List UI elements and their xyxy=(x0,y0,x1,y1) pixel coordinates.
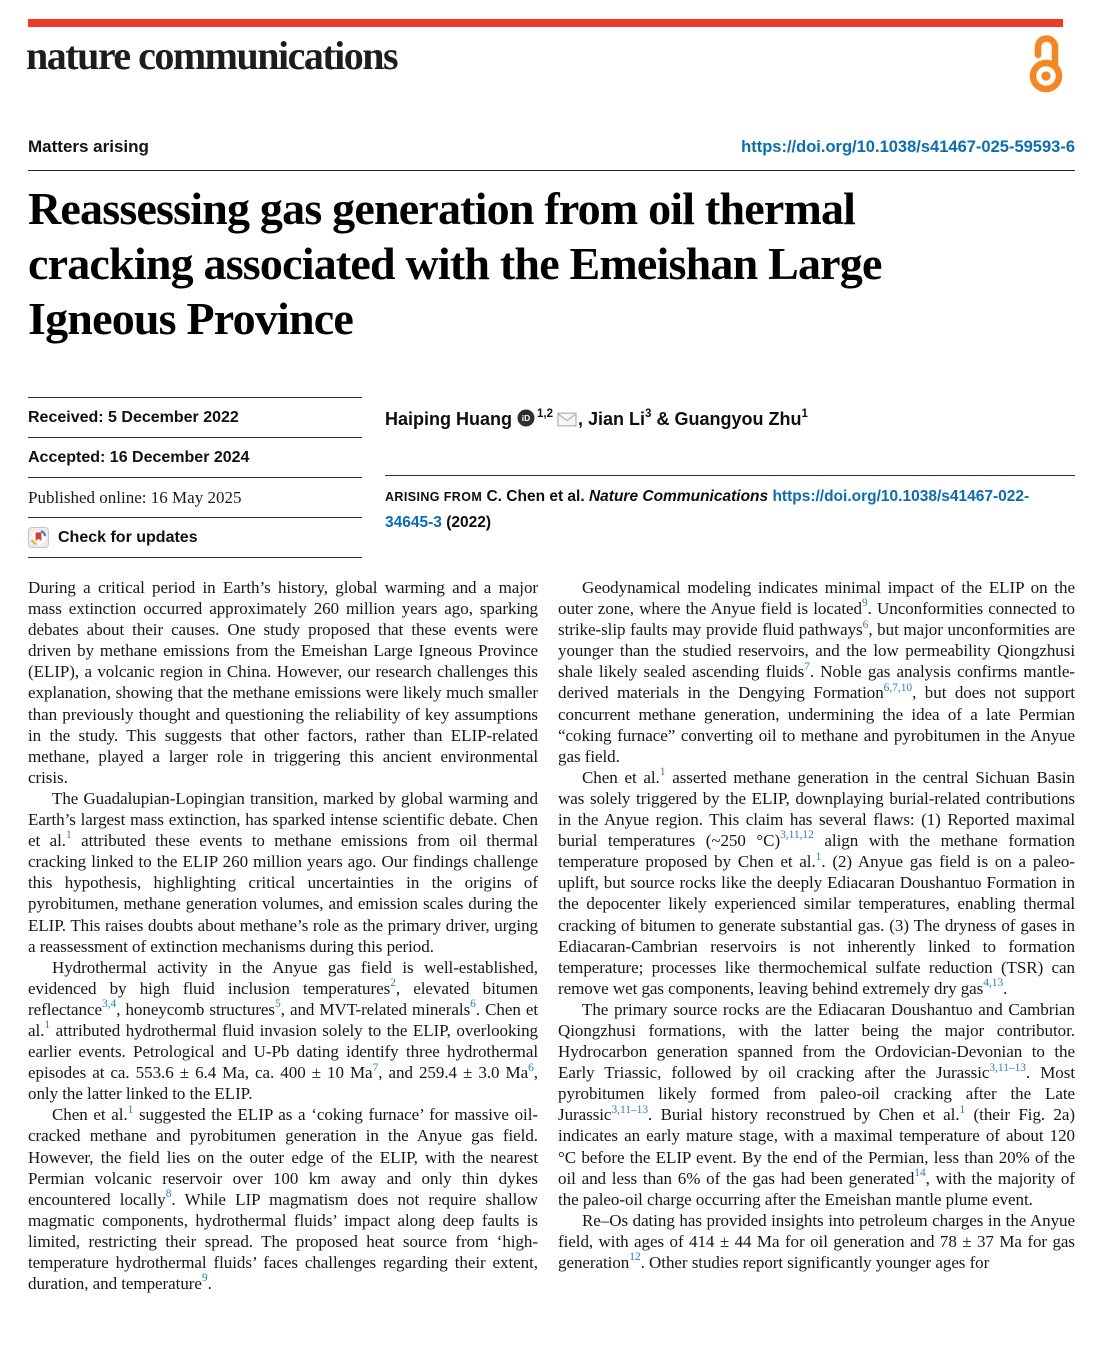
crossmark-icon xyxy=(28,527,49,548)
arising-doi-link[interactable]: https://doi.org/10.1038/s41467-022-34645-3 xyxy=(385,488,1030,531)
accepted-date-text: Accepted: 16 December 2024 xyxy=(28,448,250,466)
article-category: Matters arising xyxy=(28,137,149,156)
citation-reference[interactable]: 2 xyxy=(390,977,396,990)
title-line: cracking associated with the Emeishan Large xyxy=(28,238,882,289)
citation-reference[interactable]: 6 xyxy=(528,1061,534,1074)
orcid-icon[interactable] xyxy=(517,409,535,427)
author-affiliation: 3 xyxy=(645,408,652,420)
author-name: Jian Li xyxy=(588,409,646,429)
authors-block xyxy=(385,397,1075,536)
accepted-date xyxy=(28,437,362,477)
title-line: Igneous Province xyxy=(28,293,353,344)
svg-text:iD: iD xyxy=(521,413,531,423)
body-paragraph: Geodynamical modeling indicates minimal impact of the ELIP on the outer zone, where the Anyue field is located$^9$. Unconformities connected to strike-slip faults may provide fluid pathways$^6$, but major unconformities are younger than the studied reservoirs, and the low permeability Qiongzhusi shale likely sealed ascending fluids$^7$. Noble gas analysis confirms mantle-derived materials in the Dengying Formation$^{6,7,10}$, but does not support concurrent methane generation, undermining the idea of a late Permian “coking furnace” converting oil to methane and pyrobitumen in the Anyue gas field. xyxy=(558,578,1075,766)
published-date xyxy=(28,477,362,517)
category-row xyxy=(28,137,1075,157)
citation-reference[interactable]: 1 xyxy=(659,766,666,779)
body-column-right xyxy=(558,577,1075,1294)
citation-reference[interactable]: 5 xyxy=(275,998,281,1011)
article-body xyxy=(28,577,1075,1294)
article-history xyxy=(28,397,362,558)
author-separator: , xyxy=(578,409,589,429)
open-access-icon xyxy=(1028,32,1064,96)
body-paragraph: The Guadalupian-Lopingian transition, marked by global warming and Earth’s largest mass extinction, has sparked intense scientific debate. Chen et al.$^1$ attributed these events to methane emissions from oil thermal cracking linked to the ELIP 260 million years ago. Our findings challenge this hypothesis, highlighting critical uncertainties in the origins of pyrobitumen, methane generation volumes, and emission scales during the ELIP. This raises doubts about methane’s role as the primary driver, urging a reassessment of extinction mechanisms during this period. xyxy=(28,788,538,956)
masthead-accent-bar xyxy=(28,19,1063,27)
check-for-updates-label: Check for updates xyxy=(58,528,198,546)
article-title xyxy=(28,181,1075,346)
citation-reference[interactable]: 6 xyxy=(470,998,476,1011)
citation-reference[interactable]: 12 xyxy=(629,1251,641,1264)
author-affiliation: 1 xyxy=(801,408,808,420)
body-paragraph: During a critical period in Earth’s history, global warming and a major mass extinction occurred approximately 260 million years ago, sparking debates about their causes. One study proposed that these events were driven by methane emissions from the Emeishan Large Igneous Province (ELIP), a volcanic region in China. However, our research challenges this explanation, showing that the methane emissions were likely much smaller than previously thought and questioning the reliability of key assumptions in the study. This suggests that other factors, rather than ELIP-related methane, played a larger role in triggering this ancient environmental crisis. xyxy=(28,578,538,787)
citation-reference[interactable]: 3,11–13 xyxy=(611,1103,649,1116)
title-line: Reassessing gas generation from oil thermal xyxy=(28,183,856,234)
article-doi-link[interactable]: https://doi.org/10.1038/s41467-025-59593-6 xyxy=(741,138,1075,156)
published-date-text: Published online: 16 May 2025 xyxy=(28,487,242,507)
header-divider xyxy=(28,170,1075,171)
arising-journal-name: Nature Communications xyxy=(588,488,769,505)
citation-reference[interactable]: 1 xyxy=(65,829,72,842)
check-for-updates-button[interactable] xyxy=(28,517,362,558)
received-date-text: Received: 5 December 2022 xyxy=(28,408,239,426)
received-date xyxy=(28,397,362,437)
arising-from-label: ARISING FROM xyxy=(385,490,483,504)
body-paragraph: Chen et al.$^1$ asserted methane generation in the central Sichuan Basin was solely triggered by the ELIP, downplaying burial-related contributions in the Anyue region. This claim has several flaws: (1) Reported maximal burial temperatures (~250 °C)$^{3,11,12}$ align with the methane formation temperature proposed by Chen et al.$^1$. (2) Anyue gas field is on a paleo-uplift, but source rocks like the deeply Ediacaran Doushantuo Formation in the depocenter likely experienced similar temperatures, enabling thermal cracking of bitumen to generate substantial gas. (3) The dryness of gases in Ediacaran-Cambrian reservoirs is not inherently linked to formation temperature; processes like thermochemical sulfate reduction (TSR) can remove wet gas components, leaving behind extremely dry gas$^{4,13}$. xyxy=(558,766,1075,998)
citation-reference[interactable]: 1 xyxy=(44,1019,51,1032)
body-column-left xyxy=(28,577,538,1294)
citation-reference[interactable]: 9 xyxy=(201,1272,208,1285)
citation-reference[interactable]: 8 xyxy=(165,1188,172,1201)
body-paragraph: Chen et al.$^1$ suggested the ELIP as a ‘coking furnace’ for massive oil-cracked methane and pyrobitumen generation in the Anyue gas field. However, the field lies on the outer edge of the ELIP, with the nearest Permian volcanic reservoir over 100 km away and only thin dykes encountered locally$^8$. While LIP magmatism does not require shallow magmatic components, hydrothermal fluids’ impact along deep faults is limited, restricting their spread. The proposed heat source from ‘high-temperature hydrothermal fluids’ faces challenges regarding their extent, duration, and temperature$^9$. xyxy=(28,1103,538,1294)
citation-reference[interactable]: 1 xyxy=(959,1103,966,1116)
citation-reference[interactable]: 6,7,10 xyxy=(883,681,913,694)
body-paragraph: The primary source rocks are the Ediacaran Doushantuo and Cambrian Qiongzhusi formations, with the latter being the major contributor. Hydrocarbon generation spanned from the Ordovician-Devonian to the Early Triassic, followed by oil cracking after the Jurassic$^{3,11-13}$. Most pyrobitumen likely formed from paleo-oil cracking after the Late Jurassic$^{3,11-13}$. Burial history reconstrued by Chen et al.$^1$ (their Fig. 2a) indicates an early mature stage, with a maximal temperature of about 120 °C before the ELIP event. By the end of the Permian, less than 20% of the oil and less than 6% of the gas had been generated$^{14}$, with the majority of the paleo-oil charge occurring after the Emeishan mantle plume event. xyxy=(558,999,1075,1209)
body-paragraph: Re–Os dating has provided insights into petroleum charges in the Anyue field, with ages of 414 ± 44 Ma for oil generation and 78 ± 37 Ma for gas generation$^{12}$. Other studies report significantly younger ages for xyxy=(558,1210,1075,1272)
citation-reference[interactable]: 1 xyxy=(815,850,822,863)
citation-reference[interactable]: 3,4 xyxy=(102,998,117,1011)
citation-reference[interactable]: 3,11,12 xyxy=(780,829,814,842)
author-affiliation: 1,2 xyxy=(537,408,553,420)
body-paragraph: Hydrothermal activity in the Anyue gas field is well-established, evidenced by high fluid inclusion temperatures$^2$, elevated bitumen reflectance$^{3,4}$, honeycomb structures$^5$, and MVT-related minerals$^6$. Chen et al.$^1$ attributed hydrothermal fluid invasion solely to the ELIP, overlooking earlier events. Petrological and U-Pb dating identify three hydrothermal episodes at ca. 553.6 ± 6.4 Ma, ca. 400 ± 10 Ma$^7$, and 259.4 ± 3.0 Ma$^6$, only the latter linked to the ELIP. xyxy=(28,957,539,1104)
citation-reference[interactable]: 7 xyxy=(804,660,810,673)
author-separator: & xyxy=(651,409,675,429)
citation-reference[interactable]: 6 xyxy=(862,618,869,631)
author-name: Guangyou Zhu xyxy=(674,409,802,429)
author-line xyxy=(385,397,1075,475)
citation-reference[interactable]: 4,13 xyxy=(983,977,1004,990)
arising-from-line xyxy=(385,475,1075,536)
citation-reference[interactable]: 9 xyxy=(861,597,868,610)
author-name: Haiping Huang xyxy=(385,409,512,429)
citation-reference[interactable]: 1 xyxy=(127,1103,134,1116)
citation-reference[interactable]: 14 xyxy=(914,1166,926,1179)
arising-year: (2022) xyxy=(446,514,492,531)
citation-reference[interactable]: 7 xyxy=(372,1061,379,1074)
email-icon[interactable] xyxy=(557,412,577,427)
citation-reference[interactable]: 3,11–13 xyxy=(989,1061,1026,1074)
arising-citation: C. Chen et al. xyxy=(486,488,585,505)
journal-logo: nature communications xyxy=(26,33,398,78)
